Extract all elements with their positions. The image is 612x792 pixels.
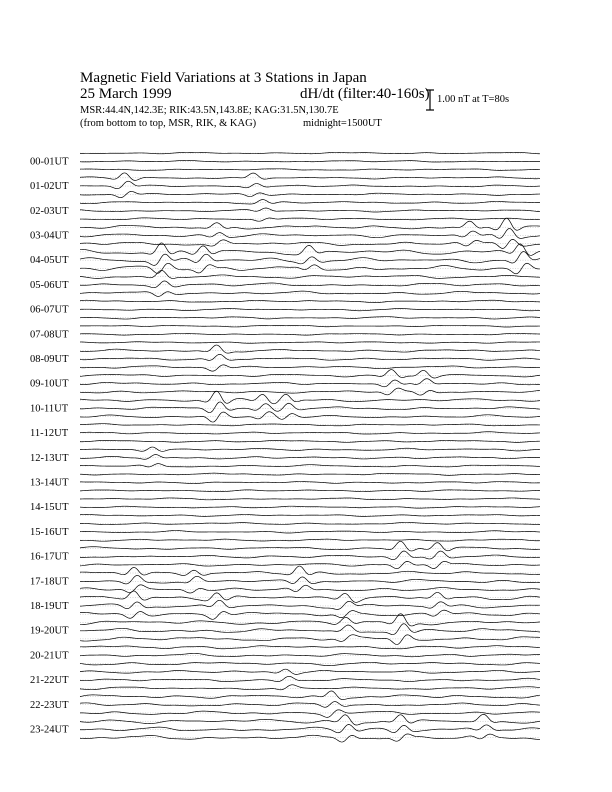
trace-kag — [80, 345, 540, 353]
hour-label: 13-14UT — [30, 477, 69, 489]
trace-msr — [80, 610, 540, 619]
hour-label: 14-15UT — [30, 502, 69, 514]
trace-rik — [80, 281, 540, 288]
trace-kag — [80, 325, 540, 327]
hour-label: 02-03UT — [30, 205, 69, 217]
trace-msr — [80, 239, 540, 248]
trace-rik — [80, 624, 540, 635]
trace-msr — [80, 464, 540, 467]
hour-label: 21-22UT — [30, 675, 69, 687]
trace-rik — [80, 308, 540, 310]
trace-msr — [80, 635, 540, 645]
trace-msr — [80, 169, 540, 171]
hour-label: 15-16UT — [30, 526, 69, 538]
hour-label: 20-21UT — [30, 650, 69, 662]
trace-msr — [80, 685, 540, 690]
trace-kag — [80, 391, 540, 404]
trace-kag — [80, 498, 540, 500]
trace-kag — [80, 714, 540, 725]
hour-label: 03-04UT — [30, 230, 69, 242]
trace-rik — [80, 551, 540, 560]
trace-rik — [80, 208, 540, 212]
trace-kag — [80, 473, 540, 475]
trace-msr — [80, 734, 540, 742]
trace-rik — [80, 229, 540, 239]
trace-rik — [80, 725, 540, 733]
trace-kag — [80, 173, 540, 180]
trace-msr — [80, 191, 540, 197]
filter-parameter: dH/dt (filter:40-160s) — [300, 86, 430, 102]
trace-rik — [80, 354, 540, 360]
trace-msr — [80, 317, 540, 319]
hour-label: 05-06UT — [30, 279, 69, 291]
trace-msr — [80, 440, 540, 442]
hour-label: 01-02UT — [30, 181, 69, 193]
trace-kag — [80, 200, 540, 204]
hour-label: 00-01UT — [30, 156, 69, 168]
hour-label: 04-05UT — [30, 255, 69, 267]
trace-kag — [80, 424, 540, 426]
trace-rik — [80, 531, 540, 533]
station-coordinates: MSR:44.4N,142.3E; RIK:43.5N,143.8E; KAG:31.5N,130.7E — [80, 105, 339, 116]
chart-title: Magnetic Field Variations at 3 Stations in Japan — [80, 70, 367, 86]
scale-bar — [426, 90, 434, 110]
trace-msr — [80, 412, 540, 422]
trace-msr — [80, 218, 540, 221]
trace-rik — [80, 252, 540, 266]
trace-kag — [80, 243, 540, 255]
trace-msr — [80, 291, 540, 296]
trace-rik — [80, 676, 540, 681]
hour-label: 06-07UT — [30, 304, 69, 316]
hour-label: 23-24UT — [30, 724, 69, 736]
trace-kag — [80, 370, 540, 378]
trace-order-note: (from bottom to top, MSR, RIK, & KAG) — [80, 118, 257, 129]
trace-kag — [80, 218, 540, 230]
midnight-note: midnight=1500UT — [303, 118, 382, 129]
trace-rik — [80, 379, 540, 387]
trace-kag — [80, 669, 540, 674]
trace-msr — [80, 710, 540, 718]
trace-msr — [80, 585, 540, 593]
trace-msr — [80, 662, 540, 665]
trace-kag — [80, 591, 540, 602]
trace-msr — [80, 365, 540, 371]
trace-rik — [80, 432, 540, 434]
hour-label: 19-20UT — [30, 625, 69, 637]
hour-label: 18-19UT — [30, 600, 69, 612]
trace-rows — [30, 152, 540, 742]
trace-kag — [80, 691, 540, 700]
observation-date: 25 March 1999 — [80, 86, 172, 102]
trace-rik — [80, 402, 540, 413]
trace-rik — [80, 653, 540, 656]
hour-label: 08-09UT — [30, 353, 69, 365]
hour-label: 11-12UT — [30, 428, 69, 440]
trace-kag — [80, 566, 540, 575]
trace-rik — [80, 575, 540, 583]
trace-rik — [80, 702, 540, 708]
trace-kag — [80, 447, 540, 451]
hour-label: 10-11UT — [30, 403, 69, 415]
trace-msr — [80, 388, 540, 395]
hour-label: 16-17UT — [30, 551, 69, 563]
trace-rik — [80, 600, 540, 609]
hour-label: 12-13UT — [30, 452, 69, 464]
trace-rik — [80, 455, 540, 460]
trace-kag — [80, 541, 540, 551]
trace-msr — [80, 515, 540, 517]
hour-label: 09-10UT — [30, 378, 69, 390]
trace-rik — [80, 160, 540, 162]
hour-label: 07-08UT — [30, 329, 69, 341]
trace-msr — [80, 561, 540, 568]
scale-bar-label: 1.00 nT at T=80s — [437, 94, 510, 105]
trace-rik — [80, 181, 540, 188]
trace-msr — [80, 263, 540, 274]
hour-label: 22-23UT — [30, 699, 69, 711]
trace-kag — [80, 270, 540, 278]
hour-label: 17-18UT — [30, 576, 69, 588]
